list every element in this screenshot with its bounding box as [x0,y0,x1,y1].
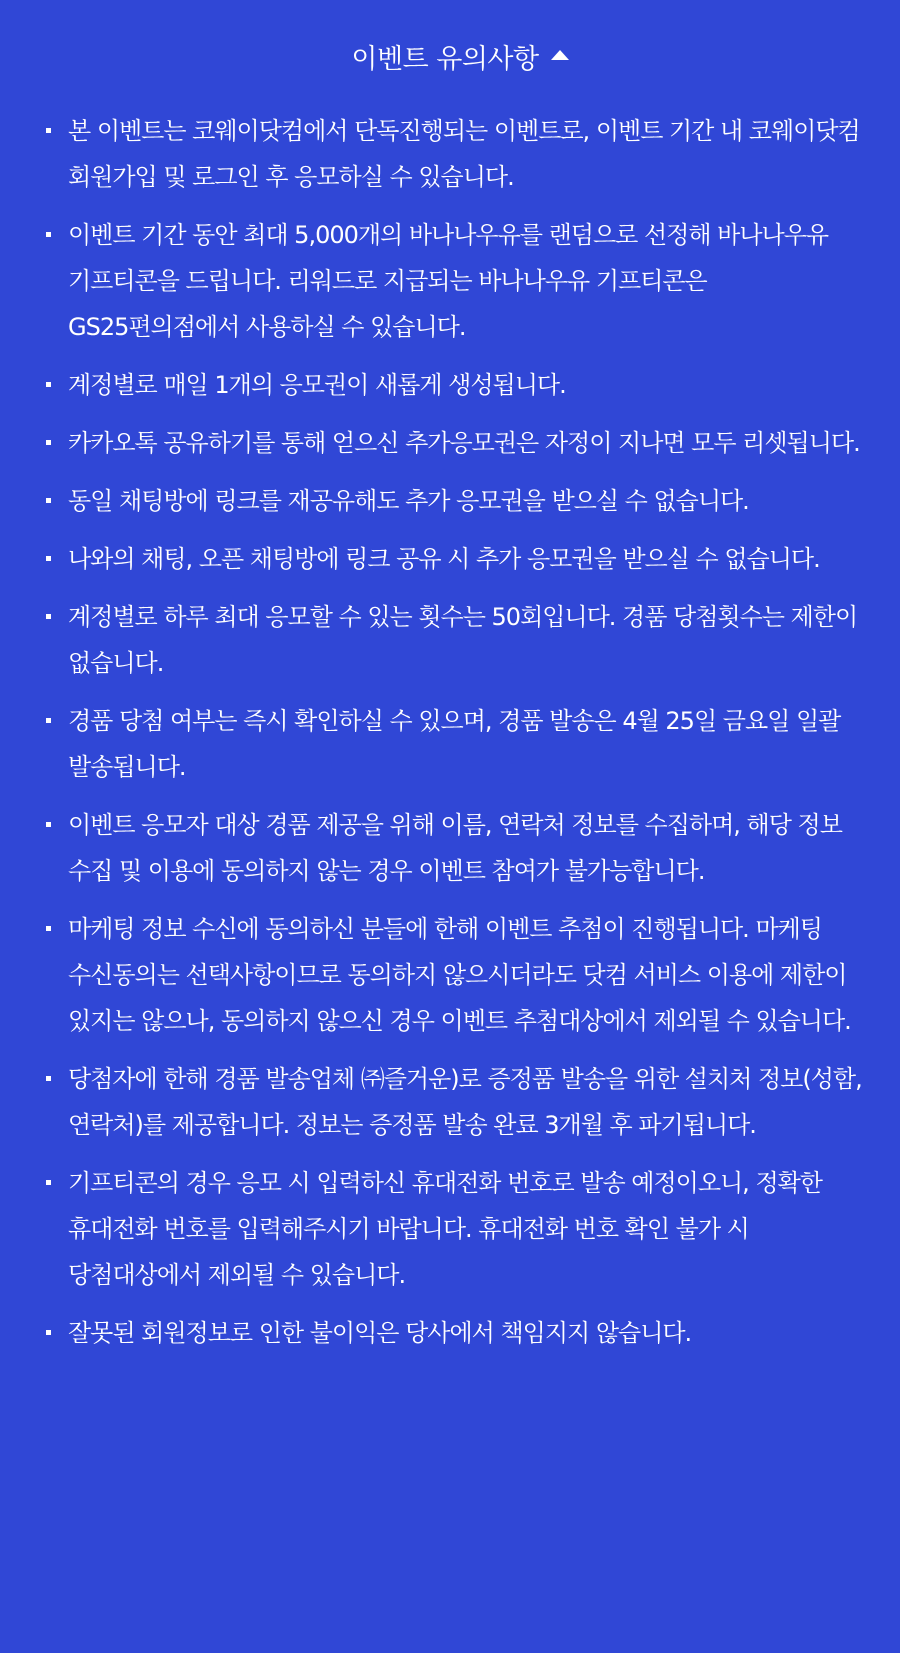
notice-title: 이벤트 유의사항 [351,43,539,75]
notice-item-text: 이벤트 응모자 대상 경품 제공을 위해 이름, 연락처 정보를 수집하며, 해당 정보 수집 및 이용에 동의하지 않는 경우 이벤트 참여가 불가능합니다. [68,811,842,885]
bullet-icon [46,1330,51,1335]
notice-item-text: 마케팅 정보 수신에 동의하신 분들에 한해 이벤트 추첨이 진행됩니다. 마케팅 수신동의는 선택사항이므로 동의하지 않으시더라도 닷컴 서비스 이용에 제한이 있지는 않으나, 동의하지 않으신 경우 이벤트 추첨대상에서 제외될 수 있습니다. [68,915,851,1035]
notice-item [46,108,874,200]
notice-item [46,1056,874,1148]
notice-item-text: 카카오톡 공유하기를 통해 얻으신 추가응모권은 자정이 지나면 모두 리셋됩니다. [68,429,860,457]
bullet-icon [46,718,51,723]
notice-item-text: 경품 당첨 여부는 즉시 확인하실 수 있으며, 경품 발송은 4월 25일 금요일 일괄 발송됩니다. [68,707,841,781]
notice-item [46,698,874,790]
notice-item [46,906,874,1044]
notice-item [46,362,874,408]
bullet-icon [46,382,51,387]
notice-item-text: 계정별로 매일 1개의 응모권이 새롭게 생성됩니다. [68,371,566,399]
bullet-icon [46,1076,51,1081]
notice-item-text: 이벤트 기간 동안 최대 5,000개의 바나나우유를 랜덤으로 선정해 바나나우유 기프티콘을 드립니다. 리워드로 지급되는 바나나우유 기프티콘은 GS25편의점에서 사용하실 수 있습니다. [68,221,829,341]
notice-item-text: 계정별로 하루 최대 응모할 수 있는 횟수는 50회입니다. 경품 당첨횟수는 제한이 없습니다. [68,603,858,677]
bullet-icon [46,556,51,561]
notice-item [46,212,874,350]
bullet-icon [46,926,51,931]
notice-item [46,1160,874,1298]
caret-up-icon[interactable] [551,50,569,60]
notice-toggle-button[interactable] [46,36,874,76]
notice-item [46,420,874,466]
notice-item-text: 기프티콘의 경우 응모 시 입력하신 휴대전화 번호로 발송 예정이오니, 정확한 휴대전화 번호를 입력해주시기 바랍니다. 휴대전화 번호 확인 불가 시 당첨대상에서 제외될 수 있습니다. [68,1169,822,1289]
bullet-icon [46,1180,51,1185]
notice-item [46,478,874,524]
notice-item [46,1310,874,1356]
bullet-icon [46,232,51,237]
bullet-icon [46,822,51,827]
bullet-icon [46,440,51,445]
notice-item-text: 동일 채팅방에 링크를 재공유해도 추가 응모권을 받으실 수 없습니다. [68,487,749,515]
notice-item-text: 당첨자에 한해 경품 발송업체 ㈜즐거운)로 증정품 발송을 위한 설치처 정보(성함, 연락처)를 제공합니다. 정보는 증정품 발송 완료 3개월 후 파기됩니다. [68,1065,862,1139]
notice-item-text: 잘못된 회원정보로 인한 불이익은 당사에서 책임지지 않습니다. [68,1319,692,1347]
notice-item-text: 나와의 채팅, 오픈 채팅방에 링크 공유 시 추가 응모권을 받으실 수 없습니다. [68,545,820,573]
bullet-icon [46,614,51,619]
notice-item [46,802,874,894]
notice-item [46,594,874,686]
bullet-icon [46,498,51,503]
notice-item [46,536,874,582]
notice-list [46,108,874,1356]
notice-item-text: 본 이벤트는 코웨이닷컴에서 단독진행되는 이벤트로, 이벤트 기간 내 코웨이닷컴 회원가입 및 로그인 후 응모하실 수 있습니다. [68,117,860,191]
bullet-icon [46,128,51,133]
